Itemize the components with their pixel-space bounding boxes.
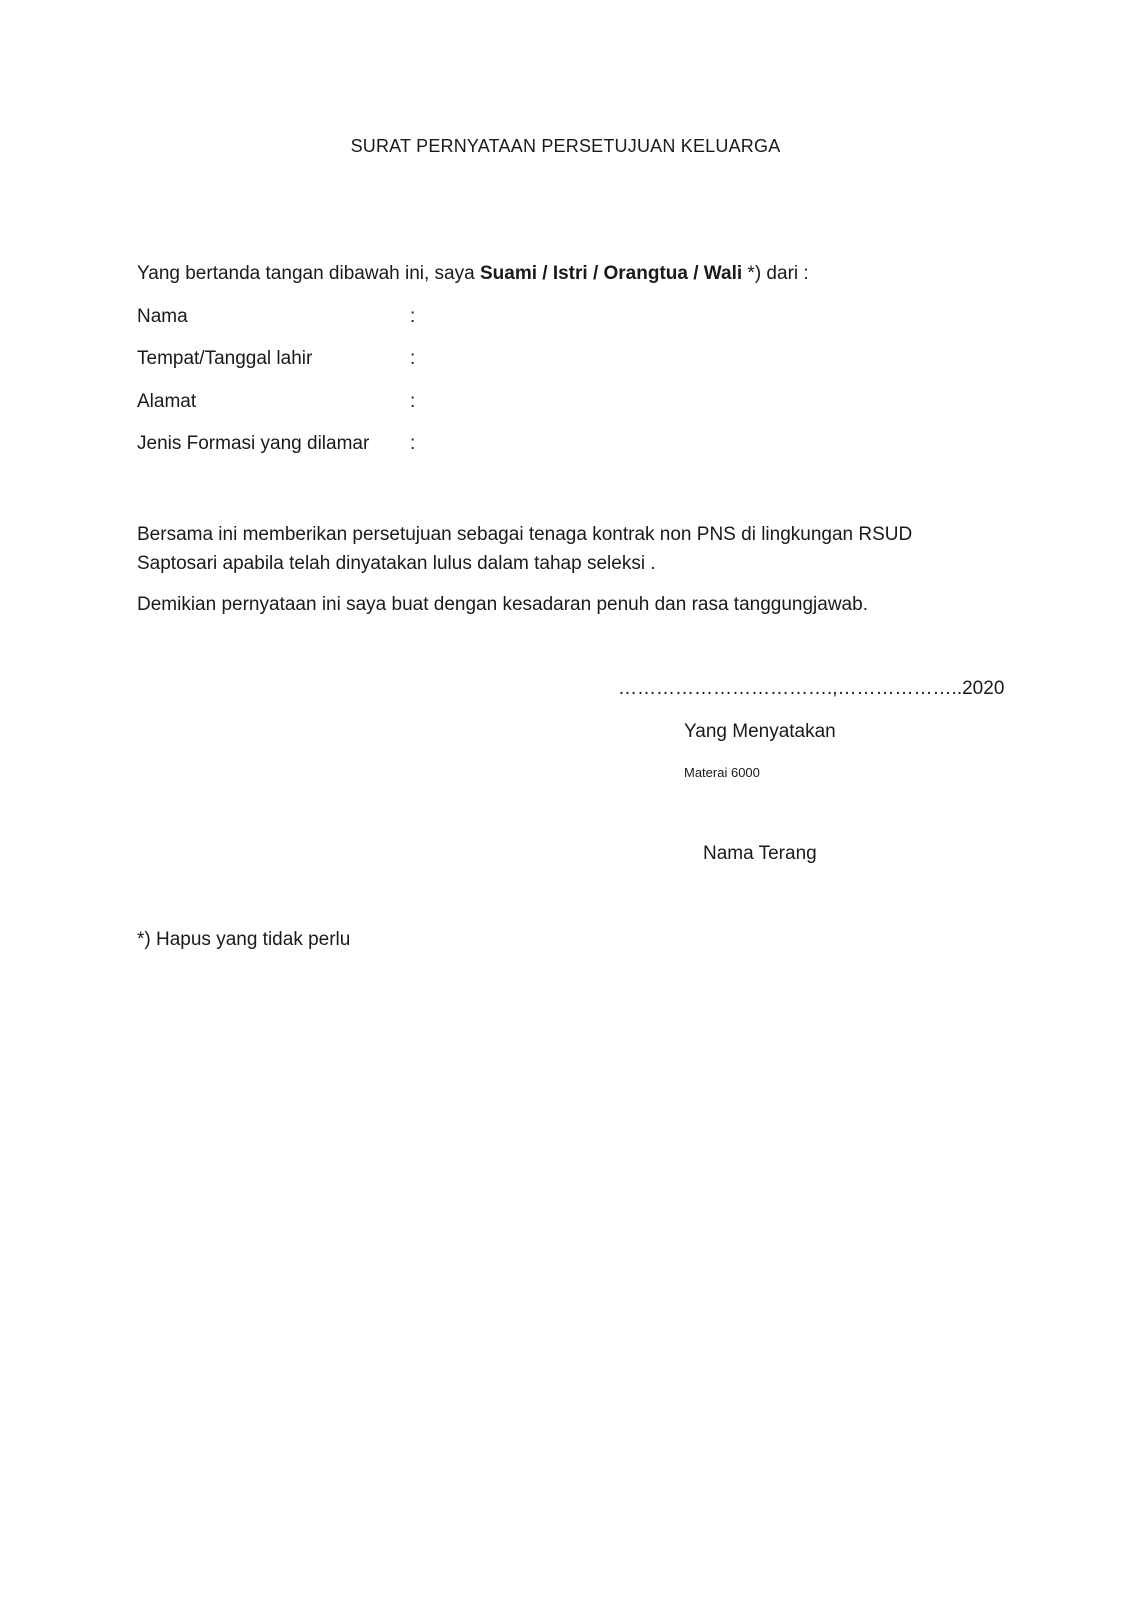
closing-paragraph: Demikian pernyataan ini saya buat dengan kesadaran penuh dan rasa tanggungjawab.: [137, 594, 868, 615]
intro-suffix: *) dari :: [742, 263, 809, 284]
intro-prefix: Yang bertanda tangan dibawah ini, saya: [137, 263, 480, 284]
stamp-duty-label: Materai 6000: [684, 765, 760, 780]
signature-declarant-label: Yang Menyatakan: [684, 721, 836, 742]
consent-paragraph: Bersama ini memberikan persetujuan sebagai tenaga kontrak non PNS di lingkungan RSUD Saptosari apabila telah dinyatakan lulus dalam tahap seleksi .: [137, 524, 913, 574]
field-label: Tempat/Tanggal lahir: [137, 348, 313, 369]
footnote: *) Hapus yang tidak perlu: [137, 929, 351, 950]
field-label: Alamat: [137, 391, 197, 412]
signature-date-line: …………………………….,………………..2020: [618, 678, 1005, 699]
intro-relations: Suami / Istri / Orangtua / Wali: [479, 263, 743, 284]
intro-statement: [137, 263, 809, 285]
field-label: Nama: [137, 306, 188, 327]
signature-name-label: Nama Terang: [703, 843, 817, 864]
document-title: SURAT PERNYATAAN PERSETUJUAN KELUARGA: [350, 136, 781, 156]
field-colon: :: [410, 391, 416, 412]
field-colon: :: [410, 306, 416, 327]
field-label: Jenis Formasi yang dilamar: [137, 433, 370, 454]
field-colon: :: [410, 348, 416, 369]
field-colon: :: [410, 433, 416, 454]
